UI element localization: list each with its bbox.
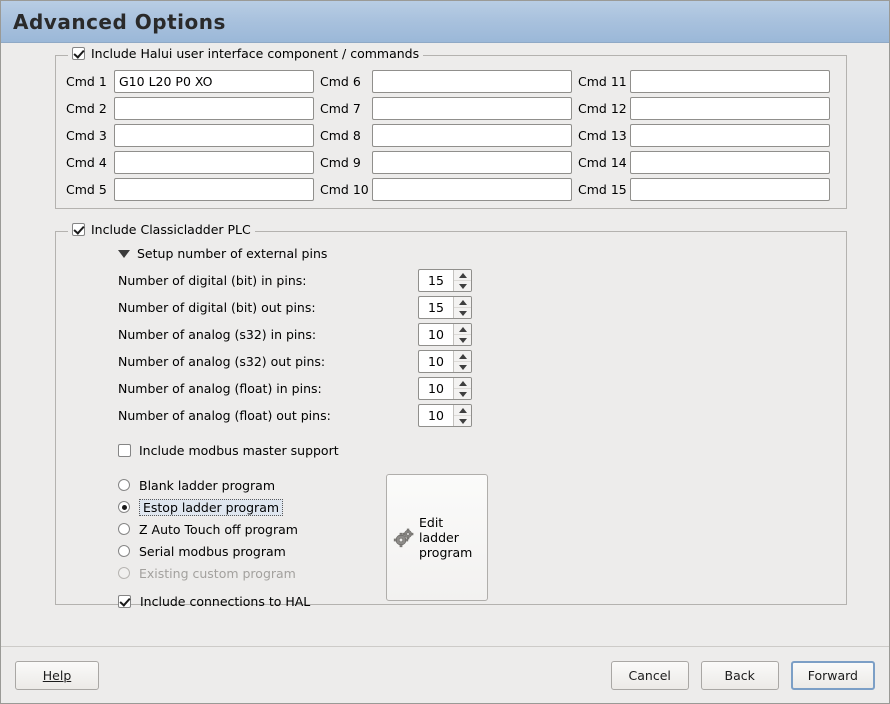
radio-label-existing-custom: Existing custom program xyxy=(139,565,296,581)
arrow-down-icon xyxy=(459,338,467,343)
pin-label-bit-in: Number of digital (bit) in pins: xyxy=(118,273,307,288)
cmd-input-10[interactable] xyxy=(372,178,572,201)
radio-estop-ladder[interactable] xyxy=(118,501,130,513)
s32-in-spin-down[interactable] xyxy=(454,335,471,345)
radio-row-blank[interactable] xyxy=(118,474,378,496)
bit-out-input[interactable] xyxy=(419,297,453,318)
cmd-label-5: Cmd 5 xyxy=(66,182,107,197)
forward-button[interactable] xyxy=(791,661,875,690)
radio-z-auto-touch-off[interactable] xyxy=(118,523,130,535)
edit-ladder-program-label: Edit ladder program xyxy=(419,515,473,560)
cancel-button[interactable] xyxy=(611,661,689,690)
s32-out-input[interactable] xyxy=(419,351,453,372)
radio-blank-ladder[interactable] xyxy=(118,479,130,491)
radio-label-estop-ladder: Estop ladder program xyxy=(139,499,283,516)
ladder-program-area xyxy=(118,474,836,612)
s32-out-spin-down[interactable] xyxy=(454,362,471,372)
s32-in-spin-up[interactable] xyxy=(454,324,471,335)
s32-out-spin-up[interactable] xyxy=(454,351,471,362)
bit-in-spin-buttons[interactable] xyxy=(453,270,471,291)
cmd-label-11: Cmd 11 xyxy=(578,74,627,89)
cmd-label-1: Cmd 1 xyxy=(66,74,107,89)
cmd-label-8: Cmd 8 xyxy=(320,128,361,143)
pin-row-float-in xyxy=(118,375,836,402)
arrow-up-icon xyxy=(459,300,467,305)
dialog-content xyxy=(1,43,889,646)
hal-connections-label: Include connections to HAL xyxy=(140,593,311,609)
bit-out-spin-buttons[interactable] xyxy=(453,297,471,318)
bit-out-spin-down[interactable] xyxy=(454,308,471,318)
s32-out-spinner[interactable] xyxy=(418,350,472,373)
float-in-spin-up[interactable] xyxy=(454,378,471,389)
pin-label-float-in: Number of analog (float) in pins: xyxy=(118,381,322,396)
gears-icon xyxy=(393,527,415,549)
arrow-down-icon xyxy=(459,365,467,370)
float-out-spin-down[interactable] xyxy=(454,416,471,426)
radio-label-blank-ladder: Blank ladder program xyxy=(139,477,276,493)
cmd-label-7: Cmd 7 xyxy=(320,101,361,116)
radio-row-estop[interactable] xyxy=(118,496,378,518)
back-button-label: Back xyxy=(724,667,755,683)
radio-serial-modbus[interactable] xyxy=(118,545,130,557)
halui-checkbox-label: Include Halui user interface component / commands xyxy=(91,46,420,61)
modbus-master-checkbox[interactable] xyxy=(118,444,131,457)
arrow-up-icon xyxy=(459,408,467,413)
s32-in-input[interactable] xyxy=(419,324,453,345)
pin-label-s32-in: Number of analog (s32) in pins: xyxy=(118,327,317,342)
classicladder-group-title[interactable] xyxy=(68,222,255,237)
float-in-input[interactable] xyxy=(419,378,453,399)
hal-connections-row[interactable] xyxy=(118,590,378,612)
cmd-label-3: Cmd 3 xyxy=(66,128,107,143)
pin-label-float-out: Number of analog (float) out pins: xyxy=(118,408,331,423)
arrow-up-icon xyxy=(459,327,467,332)
bit-in-spin-up[interactable] xyxy=(454,270,471,281)
float-out-input[interactable] xyxy=(419,405,453,426)
cmd-input-9[interactable] xyxy=(372,151,572,174)
cmd-input-8[interactable] xyxy=(372,124,572,147)
radio-row-z-auto-touch-off[interactable] xyxy=(118,518,378,540)
modbus-master-row[interactable] xyxy=(118,443,836,458)
pin-label-bit-out: Number of digital (bit) out pins: xyxy=(118,300,316,315)
s32-in-spin-buttons[interactable] xyxy=(453,324,471,345)
hal-connections-checkbox[interactable] xyxy=(118,595,131,608)
cmd-input-7[interactable] xyxy=(372,97,572,120)
cmd-label-2: Cmd 2 xyxy=(66,101,107,116)
halui-group-title[interactable] xyxy=(68,46,423,61)
float-in-spin-down[interactable] xyxy=(454,389,471,399)
bit-in-input[interactable] xyxy=(419,270,453,291)
cmd-label-13: Cmd 13 xyxy=(578,128,627,143)
radio-label-serial-modbus: Serial modbus program xyxy=(139,543,286,559)
help-button-label: Help xyxy=(42,667,72,683)
cmd-label-4: Cmd 4 xyxy=(66,155,107,170)
external-pins-expander[interactable] xyxy=(118,246,836,261)
cancel-button-label: Cancel xyxy=(628,667,671,683)
external-pins-expander-label: Setup number of external pins xyxy=(137,246,328,261)
halui-command-grid xyxy=(56,56,846,213)
float-in-spinner[interactable] xyxy=(418,377,472,400)
float-in-spin-buttons[interactable] xyxy=(453,378,471,399)
modbus-master-label: Include modbus master support xyxy=(139,443,339,458)
pin-row-s32-out xyxy=(118,348,836,375)
forward-button-label: Forward xyxy=(807,667,858,683)
classicladder-checkbox-label: Include Classicladder PLC xyxy=(91,222,251,237)
cmd-input-3[interactable] xyxy=(114,124,314,147)
page-title: Advanced Options xyxy=(13,9,226,34)
halui-checkbox[interactable] xyxy=(72,47,85,60)
arrow-down-icon xyxy=(459,392,467,397)
arrow-up-icon xyxy=(459,354,467,359)
bit-in-spinner[interactable] xyxy=(418,269,472,292)
classicladder-body xyxy=(56,232,846,622)
cmd-input-15[interactable] xyxy=(630,178,830,201)
arrow-down-icon xyxy=(459,284,467,289)
cmd-input-4[interactable] xyxy=(114,151,314,174)
back-button[interactable] xyxy=(701,661,779,690)
pin-label-s32-out: Number of analog (s32) out pins: xyxy=(118,354,326,369)
arrow-down-icon xyxy=(459,419,467,424)
cmd-input-2[interactable] xyxy=(114,97,314,120)
arrow-up-icon xyxy=(459,273,467,278)
cmd-input-13[interactable] xyxy=(630,124,830,147)
float-out-spin-buttons[interactable] xyxy=(453,405,471,426)
arrow-up-icon xyxy=(459,381,467,386)
bit-out-spin-up[interactable] xyxy=(454,297,471,308)
chevron-down-icon xyxy=(118,250,130,258)
edit-ladder-program-button[interactable] xyxy=(386,474,488,601)
cmd-input-14[interactable] xyxy=(630,151,830,174)
cmd-input-12[interactable] xyxy=(630,97,830,120)
cmd-label-10: Cmd 10 xyxy=(320,182,369,197)
pin-row-bit-in xyxy=(118,267,836,294)
radio-label-z-auto-touch-off: Z Auto Touch off program xyxy=(139,521,298,537)
bit-in-spin-down[interactable] xyxy=(454,281,471,291)
cmd-label-15: Cmd 15 xyxy=(578,182,627,197)
arrow-down-icon xyxy=(459,311,467,316)
cmd-input-11[interactable] xyxy=(630,70,830,93)
radio-row-serial-modbus[interactable] xyxy=(118,540,378,562)
ladder-program-radios xyxy=(118,474,378,612)
cmd-input-6[interactable] xyxy=(372,70,572,93)
pin-row-float-out xyxy=(118,402,836,429)
title-bar xyxy=(1,1,889,43)
radio-row-existing-custom xyxy=(118,562,378,584)
s32-out-spin-buttons[interactable] xyxy=(453,351,471,372)
help-button[interactable] xyxy=(15,661,99,690)
cmd-label-9: Cmd 9 xyxy=(320,155,361,170)
halui-group xyxy=(55,46,847,209)
cmd-label-12: Cmd 12 xyxy=(578,101,627,116)
cmd-label-6: Cmd 6 xyxy=(320,74,361,89)
footer-right-buttons xyxy=(611,661,875,690)
pin-row-bit-out xyxy=(118,294,836,321)
bit-out-spinner[interactable] xyxy=(418,296,472,319)
cmd-label-14: Cmd 14 xyxy=(578,155,627,170)
float-out-spinner[interactable] xyxy=(418,404,472,427)
pin-row-s32-in xyxy=(118,321,836,348)
cmd-input-5[interactable] xyxy=(114,178,314,201)
float-out-spin-up[interactable] xyxy=(454,405,471,416)
classicladder-checkbox[interactable] xyxy=(72,223,85,236)
classicladder-group xyxy=(55,222,847,609)
footer-button-bar xyxy=(1,647,889,703)
cmd-input-1[interactable] xyxy=(114,70,314,93)
s32-in-spinner[interactable] xyxy=(418,323,472,346)
radio-existing-custom xyxy=(118,567,130,579)
